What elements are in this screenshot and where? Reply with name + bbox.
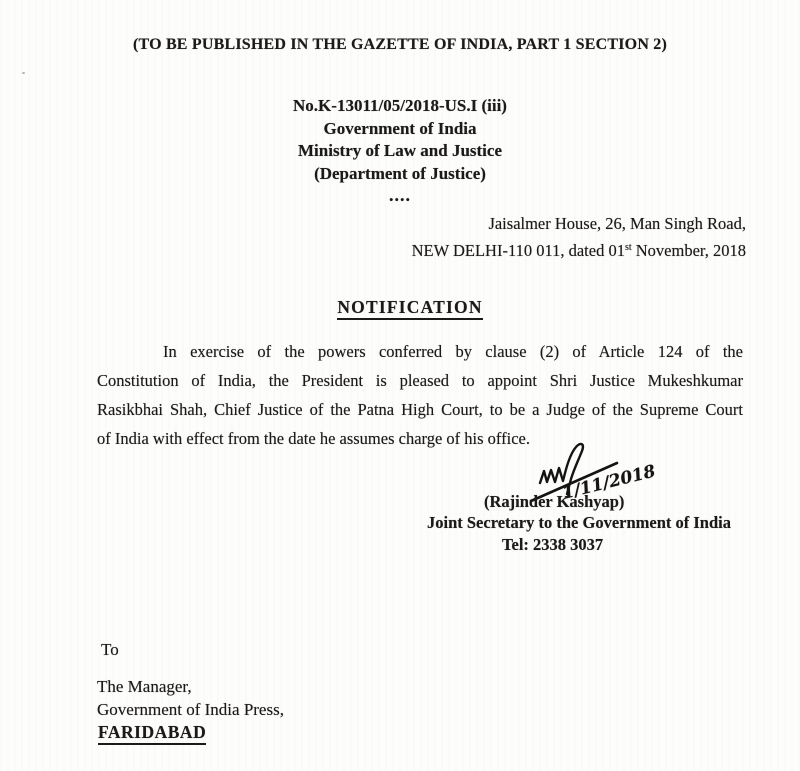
body-line: In exercise of the powers conferred by clause (2) of Article 124 of the bbox=[163, 342, 743, 361]
signatory-title: Joint Secretary to the Government of India bbox=[427, 513, 731, 532]
signatory-telephone: Tel: 2338 3037 bbox=[502, 535, 604, 554]
scan-speck bbox=[22, 72, 25, 74]
letterhead bbox=[0, 95, 800, 205]
ministry-name: Ministry of Law and Justice bbox=[298, 141, 502, 160]
org-name: Government of India bbox=[323, 118, 477, 138]
address-date-post: November, 2018 bbox=[631, 240, 746, 260]
address-line-2 bbox=[412, 236, 746, 263]
recipient-org: Government of India Press, bbox=[97, 700, 284, 719]
notification-title-text: NOTIFICATION bbox=[337, 297, 482, 320]
signatory-name: (Rajinder Kashyap) bbox=[484, 492, 625, 511]
issuing-address bbox=[412, 212, 746, 262]
ordinal-suffix: st bbox=[624, 241, 632, 253]
address-date-pre: NEW DELHI-110 011, dated 01 bbox=[411, 240, 625, 260]
body-line: Rasikbhai Shah, Chief Justice of the Patna High Court, to be a Judge of the Supreme Court bbox=[97, 400, 743, 419]
gazette-publish-header: (TO BE PUBLISHED IN THE GAZETTE OF INDIA, PART 1 SECTION 2) bbox=[132, 36, 668, 53]
signature-date: 1/11/2018 bbox=[560, 461, 658, 504]
recipient-salutation: To bbox=[101, 640, 119, 659]
separator-dots: .... bbox=[389, 185, 411, 205]
body-line: Constitution of India, the President is pleased to appoint Shri Justice Mukeshkumar bbox=[97, 371, 743, 390]
notification-title bbox=[20, 297, 800, 318]
recipient-city: FARIDABAD bbox=[98, 722, 206, 745]
notification-body bbox=[97, 337, 743, 453]
body-line: of India with effect from the date he assumes charge of his office. bbox=[97, 429, 530, 448]
recipient-name: The Manager, bbox=[97, 677, 192, 696]
reference-number: No.K-13011/05/2018-US.I (iii) bbox=[293, 96, 507, 115]
address-line-1: Jaisalmer House, 26, Man Singh Road, bbox=[488, 214, 746, 233]
department-name: (Department of Justice) bbox=[314, 163, 486, 183]
